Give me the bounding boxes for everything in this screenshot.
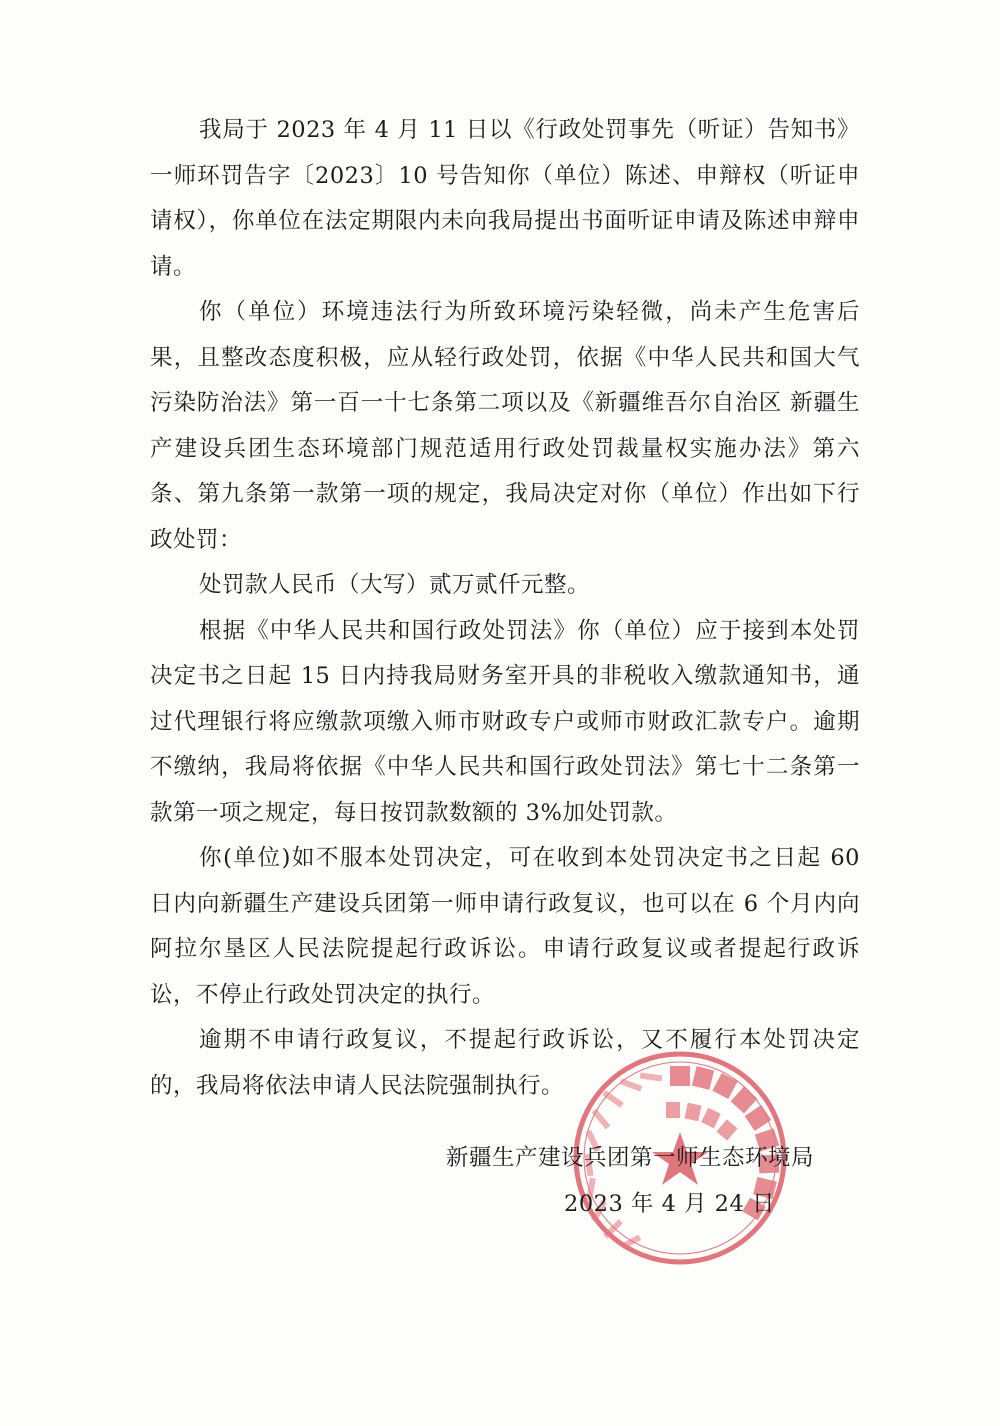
paragraph-penalty: 处罚款人民币（大写）贰万贰仟元整。 xyxy=(199,572,591,598)
paragraph-enforcement: 逾期不申请行政复议，不提起行政诉讼，又不履行本处罚决定的，我局将依法申请人民法院强制执行。 xyxy=(150,1027,860,1099)
paragraph-payment: 根据《中华人民共和国行政处罚法》你（单位）应于接到本处罚决定书之日起 15 日内持我局财务室开具的非税收入缴款通知书，通过代理银行将应缴款项缴入师市财政专户或师市财政汇款专户。逾期不缴纳，我局将依据《中华人民共和国行政处罚法》第七十二条第一款第一项之规定，每日按罚款数额的 3%加处罚款。 xyxy=(150,617,860,826)
signature-organization: 新疆生产建设兵团第一师生态环境局 xyxy=(446,1145,815,1171)
paragraph-notice: 我局于 2023 年 4 月 11 日以《行政处罚事先（听证）告知书》一师环罚告字〔2023〕10 号告知你（单位）陈述、申辩权（听证申请权），你单位在法定期限内未向我局提出书面听证申请及陈述申辩申请。 xyxy=(150,117,860,280)
paragraph-appeal: 你(单位)如不服本处罚决定，可在收到本处罚决定书之日起 60 日内向新疆生产建设兵团第一师申请行政复议，也可以在 6 个月内向阿拉尔垦区人民法院提起行政诉讼。申请行政复议或者提起行政诉讼，不停止行政处罚决定的执行。 xyxy=(150,845,860,1008)
signature-date: 2023 年 4 月 24 日 xyxy=(564,1191,775,1217)
paragraph-basis: 你（单位）环境违法行为所致环境污染轻微，尚未产生危害后果，且整改态度积极，应从轻行政处罚，依据《中华人民共和国大气污染防治法》第一百一十七条第二项以及《新疆维吾尔自治区 新疆生产建设兵团生态环境部门规范适用行政处罚裁量权实施办法》第六条、第九条第一款第一项的规定，我局决定对你（单位）作出如下行政处罚： xyxy=(150,299,860,553)
document-body xyxy=(150,108,860,1109)
